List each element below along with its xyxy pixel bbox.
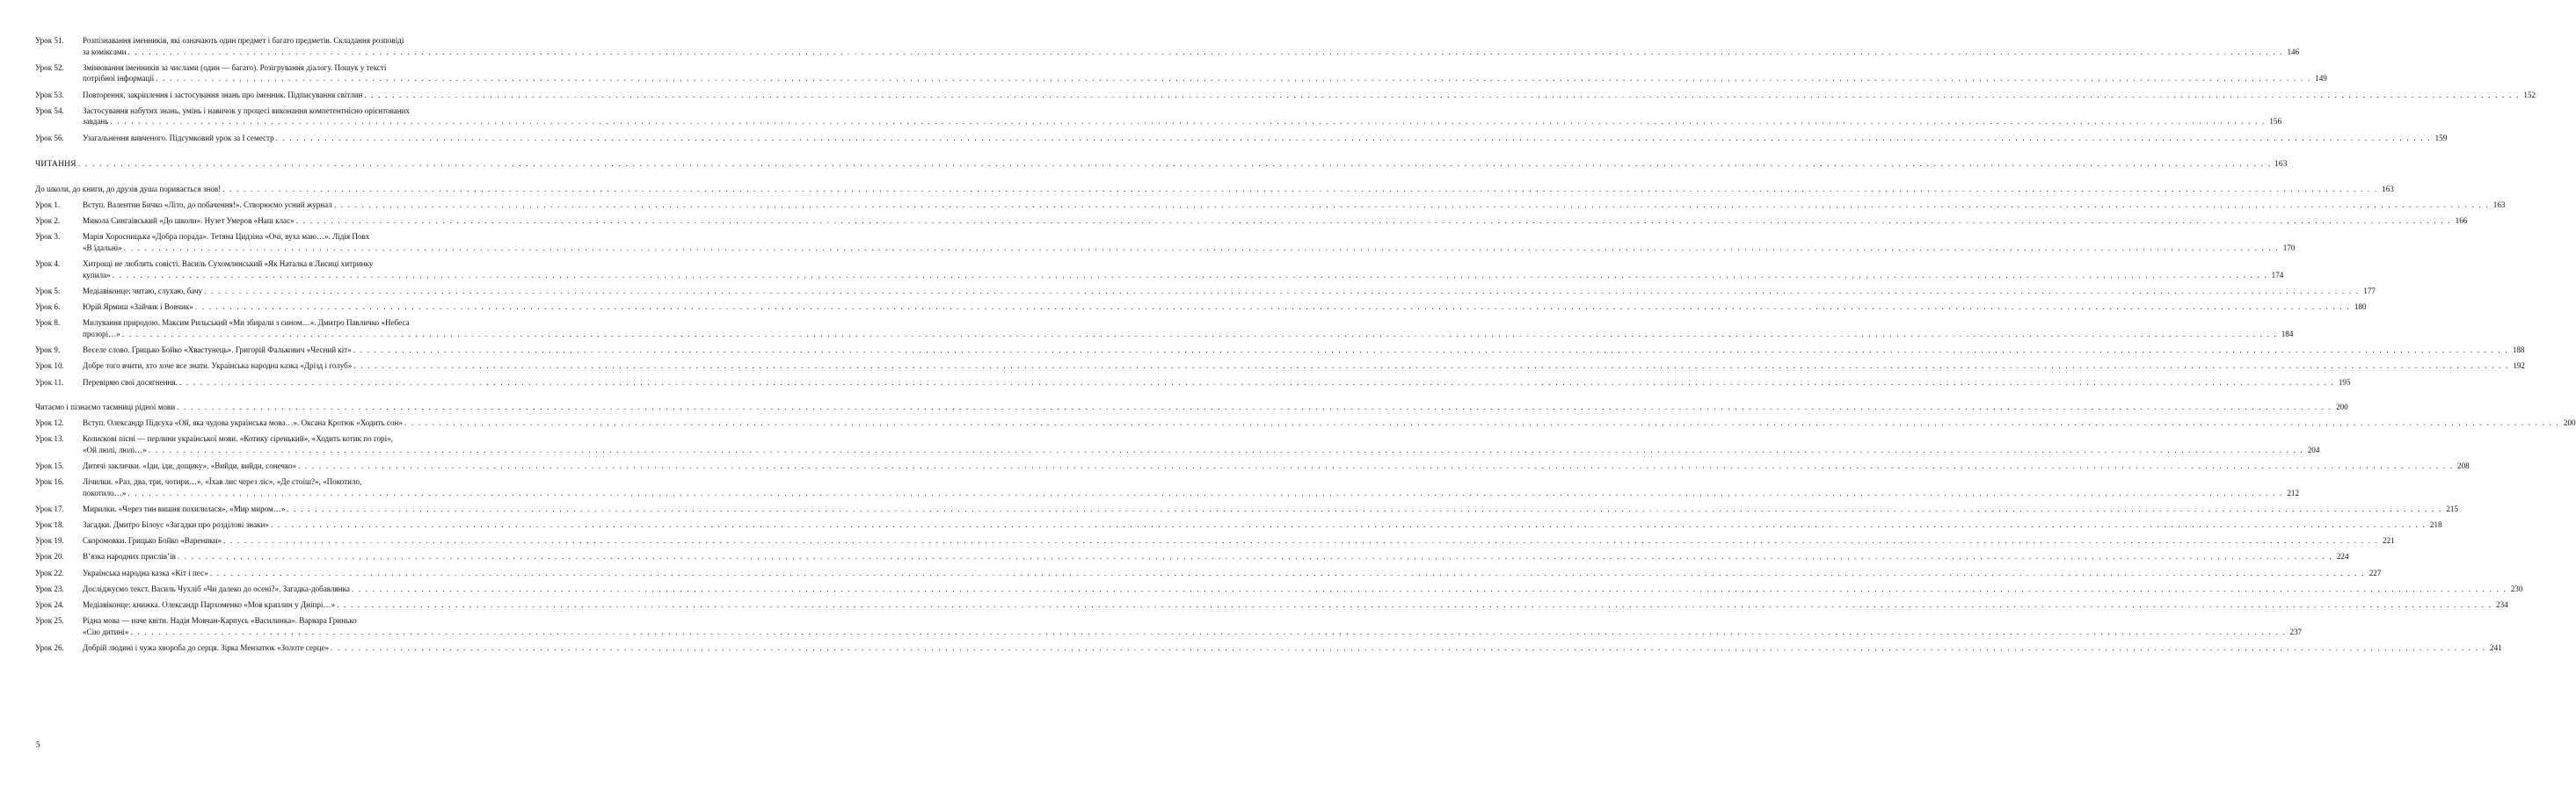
lesson-body	[83, 360, 2525, 372]
lesson-title-line: Повторення, закріплення і застосування знань про іменник. Підписування світлин	[83, 90, 363, 99]
lesson-page: 195	[2338, 377, 2351, 387]
lesson-page: 204	[2307, 445, 2320, 454]
lesson-title-line: «Ой люлі, люлі…»	[83, 445, 147, 454]
lesson-label: Урок 20.	[35, 552, 64, 562]
leader-dots	[296, 215, 2452, 227]
toc-entry	[35, 317, 2294, 339]
lesson-label: Урок 6.	[35, 302, 61, 312]
lesson-label: Урок 52.	[35, 62, 64, 72]
lesson-title-line: Добре того вчити, хто хоче все знати. Українська народна казка «Дрізд і голуб»	[83, 361, 353, 371]
lesson-title-line: Лічилки. «Раз, два, три, чотири…», «Їхав лис через ліс», «Де стоїш?», «Покотило,	[83, 477, 362, 487]
leader-dots	[210, 568, 2366, 579]
lesson-body	[83, 615, 2303, 637]
lesson-page: 156	[2269, 117, 2281, 127]
leader-dots	[204, 286, 2360, 297]
lesson-body	[83, 317, 2294, 339]
lesson-body	[83, 200, 2506, 211]
lesson-title-line: Перевіряю свої досягнення.	[83, 377, 178, 387]
toc-page	[35, 35, 2576, 658]
toc-entry	[35, 90, 2536, 101]
toc-entry	[35, 433, 2320, 455]
lesson-title-line: Досліджуємо текст. Василь Чухліб «Чи далеко до осені?». Загадка-добавлянка	[83, 584, 350, 593]
toc-entry	[35, 286, 2376, 297]
lesson-title-line: за комiксами	[83, 47, 127, 56]
leader-dots	[127, 488, 2283, 499]
lesson-page: 174	[2271, 270, 2284, 279]
lesson-title-line: Змінювання іменників за числами (один — багато). Розігрування діалогу. Пошук у тексті	[83, 62, 387, 72]
toc-entry	[35, 519, 2442, 531]
lesson-page: 221	[2382, 536, 2395, 546]
lesson-label: Урок 19.	[35, 536, 64, 546]
lesson-title-line: Скоромовки. Грицько Бойко «Вареники»	[83, 536, 222, 546]
lesson-title-line: Медіавіконце: читаю, слухаю, бачу	[83, 287, 203, 296]
lesson-page: 184	[2281, 330, 2294, 338]
toc-group-reading-2	[35, 417, 2576, 654]
lesson-label: Урок 56.	[35, 133, 64, 142]
lesson-label: Урок 2.	[35, 216, 61, 226]
lesson-label: Урок 3.	[35, 232, 61, 242]
lesson-title-line: потрібної інформації	[83, 74, 155, 83]
lesson-label: Урок 24.	[35, 600, 64, 609]
leader-dots	[124, 243, 2280, 254]
lesson-title-line: Марія Хоросницька «Добра порада». Тетяна Цидзіна «Очі, вуха маю…». Лідія Повх	[83, 232, 370, 242]
lesson-page: 215	[2446, 504, 2459, 513]
lesson-title-line: Милування природою. Максим Рильський «Ми збирали з сином…». Дмитро Павличко «Небеса	[83, 318, 410, 328]
lesson-page: 200	[2563, 417, 2576, 427]
subsection-title: Читаємо і пізнаємо таємниці рідної мови	[35, 402, 176, 411]
leader-dots	[78, 159, 2272, 171]
leader-dots	[331, 642, 2486, 654]
lesson-label: Урок 4.	[35, 259, 61, 269]
lesson-label: Урок 8.	[35, 318, 61, 328]
leader-dots	[113, 270, 2268, 281]
lesson-label: Урок 13.	[35, 434, 64, 444]
leader-dots	[223, 535, 2379, 547]
lesson-label: Урок 22.	[35, 568, 64, 577]
toc-entry	[35, 200, 2506, 211]
lesson-title-line: Вступ. Валентин Бичко «Літо, до побачення!». Створюємо усний журнал	[83, 200, 332, 210]
toc-entry	[35, 301, 2367, 313]
lesson-label: Урок 23.	[35, 584, 64, 593]
lesson-body	[83, 642, 2502, 654]
lesson-label: Урок 51.	[35, 36, 64, 45]
lesson-page: 146	[2287, 47, 2300, 56]
lesson-body	[83, 377, 2351, 388]
toc-entry	[35, 568, 2382, 579]
toc-entry	[35, 215, 2468, 227]
lesson-body	[83, 476, 2299, 498]
lesson-page: 192	[2513, 361, 2525, 371]
subsection-page: 163	[2382, 184, 2394, 193]
lesson-page: 152	[2523, 90, 2536, 99]
lesson-page: 163	[2492, 200, 2506, 210]
lesson-body	[83, 105, 2281, 127]
toc-entry	[35, 504, 2459, 515]
lesson-body	[83, 258, 2284, 280]
lesson-label: Урок 17.	[35, 504, 64, 513]
lesson-page: 224	[2336, 552, 2349, 562]
lesson-title-line: Мирилки. «Через тин вишня похилилася», «Мир миром…»	[83, 504, 286, 513]
toc-group-reading-1	[35, 200, 2525, 388]
lesson-page: 180	[2354, 302, 2367, 312]
leader-dots	[178, 551, 2333, 562]
subsection-heading-1	[35, 184, 2394, 195]
toc-entry	[35, 535, 2395, 547]
lesson-page: 241	[2490, 642, 2502, 652]
toc-entry	[35, 417, 2576, 429]
toc-entry	[35, 258, 2284, 280]
lesson-page: 208	[2457, 461, 2470, 470]
lesson-label: Урок 9.	[35, 345, 61, 355]
lesson-page: 177	[2363, 287, 2376, 296]
toc-entry	[35, 551, 2349, 562]
lesson-body	[83, 519, 2442, 531]
lesson-title-line: Медіавіконце: книжка. Олександр Пархоменко «Мов краплин у Дніпрі…»	[83, 600, 336, 609]
lesson-body	[83, 461, 2470, 472]
leader-dots	[195, 301, 2351, 313]
lesson-page: 159	[2434, 133, 2448, 142]
toc-entry	[35, 642, 2502, 654]
leader-dots	[128, 47, 2284, 58]
lesson-title-line: Веселе слово. Грицько Бойко «Хвастунець». Григорій Фалькович «Чесний кіт»	[83, 345, 352, 355]
lesson-title-line: Узагальнення вивченого. Підсумковий урок за I семестр	[83, 133, 274, 142]
lesson-label: Урок 18.	[35, 520, 64, 530]
lesson-page: 212	[2287, 488, 2299, 497]
lesson-label: Урок 11.	[35, 377, 64, 387]
lesson-body	[83, 551, 2349, 562]
lesson-label: Урок 54.	[35, 105, 64, 115]
leader-dots	[353, 345, 2509, 356]
leader-dots	[149, 445, 2304, 456]
lesson-body	[83, 535, 2395, 547]
lesson-page: 237	[2289, 627, 2303, 636]
lesson-title-line: Дитячі заклички. «Іди, іди, дощику», «Вийди, вийди, сонечко»	[83, 461, 297, 470]
toc-group-grammar	[35, 35, 2536, 143]
lesson-label: Урок 53.	[35, 90, 64, 99]
lesson-title-line: покотило…»	[83, 488, 127, 497]
lesson-body	[83, 35, 2300, 57]
lesson-body	[83, 301, 2367, 313]
leader-dots	[364, 90, 2520, 101]
lesson-title-line: Колискові пісні — перлини української мови. «Котику сіренький», «Ходить котик по горі»,	[83, 434, 393, 444]
lesson-body	[83, 62, 2327, 84]
lesson-title-line: завдань	[83, 117, 109, 127]
lesson-title-line: Хитрощі не люблять совісті. Василь Сухомлинський «Як Наталка в Лисиці хитринку	[83, 259, 374, 269]
lesson-page: 218	[2429, 520, 2442, 530]
lesson-label: Урок 16.	[35, 477, 64, 487]
subsection-title: До школи, до книги, до друзів душа поривається знов!	[35, 184, 222, 193]
leader-dots	[177, 402, 2332, 413]
leader-dots	[353, 360, 2509, 372]
leader-dots	[352, 584, 2507, 595]
lesson-label: Урок 15.	[35, 461, 64, 470]
toc-entry	[35, 476, 2299, 498]
lesson-title-line: купила»	[83, 270, 111, 279]
section-title: ЧИТАННЯ	[35, 159, 76, 169]
lesson-title-line: Загадки. Дмитро Білоус «Загадки про розділові знаки»	[83, 520, 269, 530]
toc-entry	[35, 461, 2470, 472]
lesson-title-line: прозорі…»	[83, 330, 120, 338]
lesson-page: 227	[2369, 568, 2382, 577]
leader-dots	[287, 504, 2442, 515]
leader-dots	[156, 73, 2311, 84]
lesson-body	[83, 599, 2508, 611]
lesson-title-line: «В їдальні»	[83, 243, 122, 253]
section-page: 163	[2274, 159, 2288, 169]
lesson-title-line: Добрій людині і чужа хвороба до серця. Зірка Мензатюк «Золоте серце»	[83, 642, 330, 652]
lesson-label: Урок 26.	[35, 642, 64, 652]
toc-entry	[35, 360, 2525, 372]
lesson-title-line: «Сію дитині»	[83, 627, 129, 636]
leader-dots	[110, 116, 2266, 127]
toc-entry	[35, 105, 2281, 127]
lesson-title-line: В’язка народних прислів’їв	[83, 552, 176, 562]
lesson-title-line: Розпізнавання іменників, які означають один предмет і багато предметів. Складання розповіді	[83, 36, 404, 45]
toc-entry	[35, 599, 2508, 611]
lesson-page: 188	[2512, 345, 2525, 355]
leader-dots	[122, 329, 2278, 340]
leader-dots	[404, 417, 2560, 429]
lesson-body	[83, 90, 2536, 101]
section-heading-reading	[35, 159, 2288, 171]
lesson-label: Урок 25.	[35, 616, 64, 626]
leader-dots	[334, 200, 2490, 211]
subsection-heading-2	[35, 402, 2348, 413]
page-number: 5	[36, 740, 40, 749]
toc-entry	[35, 231, 2296, 253]
lesson-label: Урок 10.	[35, 361, 64, 371]
lesson-page: 230	[2510, 584, 2523, 593]
lesson-label: Урок 1.	[35, 200, 61, 210]
leader-dots	[298, 461, 2454, 472]
toc-entry	[35, 377, 2351, 388]
lesson-title-line: Українська народна казка «Кіт і пес»	[83, 568, 208, 577]
lesson-page: 170	[2282, 243, 2296, 253]
lesson-title-line: Юрій Ярмиш «Зайчик і Вовчик»	[83, 302, 193, 312]
lesson-body	[83, 417, 2576, 429]
leader-dots	[179, 377, 2335, 388]
lesson-title-line: Вступ. Олександр Підсуха «Ой, яка чудова українська мова…». Оксана Кротюк «Ходить сон»	[83, 417, 403, 427]
toc-entry	[35, 133, 2448, 144]
toc-entry	[35, 345, 2525, 356]
lesson-body	[83, 215, 2468, 227]
lesson-title-line: Рідна мова — наче квіти. Надія Мовчан-Карпусь «Василинка». Варвара Гринько	[83, 616, 357, 626]
subsection-page: 200	[2336, 402, 2348, 411]
lesson-label: Урок 5.	[35, 287, 61, 296]
lesson-body	[83, 286, 2376, 297]
leader-dots	[271, 519, 2427, 531]
toc-entry	[35, 62, 2327, 84]
lesson-title-line: Застосування набутих знань, умінь і навичок у процесі виконання компетентнісно орієнтованих	[83, 105, 410, 115]
lesson-body	[83, 231, 2296, 253]
leader-dots	[276, 133, 2432, 144]
lesson-page: 234	[2496, 600, 2508, 609]
toc-entry	[35, 35, 2300, 57]
leader-dots	[337, 599, 2492, 611]
lesson-body	[83, 133, 2448, 144]
lesson-title-line: Микола Сингаївський «До школи». Нузет Умеров «Наш клас»	[83, 216, 295, 226]
lesson-body	[83, 345, 2525, 356]
toc-entry	[35, 615, 2303, 637]
leader-dots	[222, 184, 2378, 195]
lesson-body	[83, 568, 2382, 579]
toc-entry	[35, 584, 2523, 595]
lesson-page: 149	[2315, 74, 2327, 83]
lesson-page: 166	[2455, 216, 2468, 226]
lesson-body	[83, 433, 2320, 455]
lesson-body	[83, 504, 2459, 515]
lesson-label: Урок 12.	[35, 417, 64, 427]
lesson-body	[83, 584, 2523, 595]
leader-dots	[130, 627, 2286, 638]
